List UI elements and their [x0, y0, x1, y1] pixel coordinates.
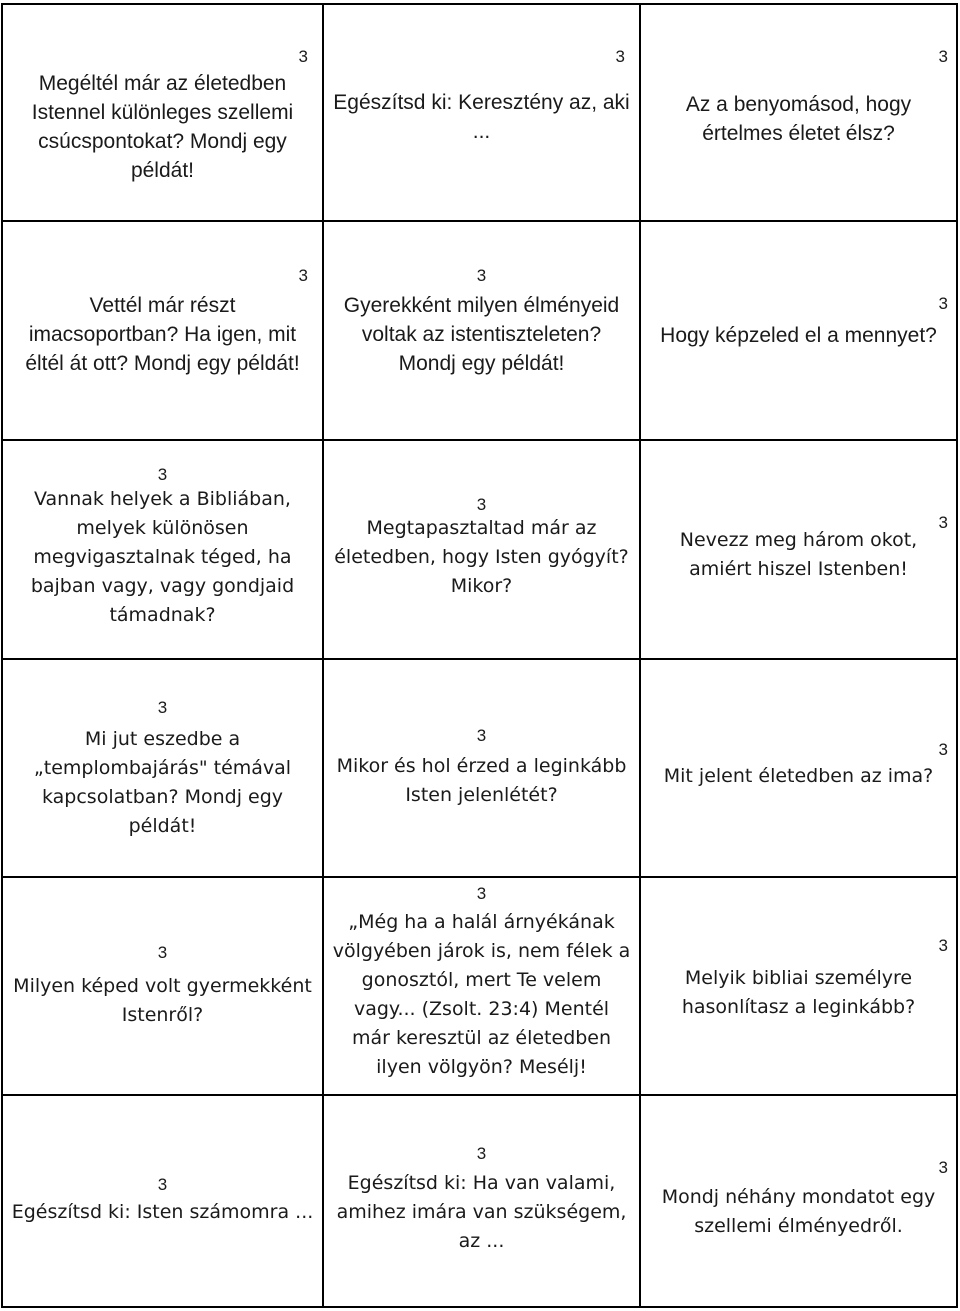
- card-number: 3: [476, 726, 487, 745]
- question-card: [641, 660, 956, 878]
- card-question: Mikor és hol érzed a leginkább Isten jelenlétét?: [336, 755, 627, 806]
- card-question: Egészítsd ki: Keresztény az, aki ...: [333, 90, 630, 143]
- card-question: Az a benyomásod, hogy értelmes életet élsz?: [685, 92, 912, 145]
- card-question: Mondj néhány mondatot egy szellemi élményedről.: [661, 1186, 936, 1237]
- card-number: 3: [298, 266, 308, 285]
- card-number: 3: [615, 47, 625, 66]
- card-number: 3: [157, 943, 168, 962]
- card-question: Egészítsd ki: Isten számomra ...: [11, 1200, 314, 1223]
- question-card: [324, 1096, 641, 1306]
- card-number: 3: [476, 1144, 487, 1163]
- question-card: [324, 441, 641, 660]
- question-card: [324, 5, 641, 222]
- card-question: „Még ha a halál árnyékának völgyében járok is, nem félek a gonosztól, mert Te velem vagy... (Zsolt. 23:4) Mentél már keresztül az életedben ilyen völgyön? Mesélj!: [332, 911, 631, 1078]
- card-question: Nevezz meg három okot, amiért hiszel Istenben!: [679, 528, 918, 580]
- card-question: Milyen képed volt gyermekként Istenről?: [13, 975, 312, 1026]
- card-number: 3: [476, 495, 487, 514]
- question-card: [641, 441, 956, 660]
- card-number: 3: [157, 465, 168, 484]
- question-card: [3, 660, 324, 878]
- card-number: 3: [938, 47, 948, 66]
- card-number: 3: [938, 294, 948, 313]
- card-question: Melyik bibliai személyre hasonlítasz a leginkább?: [681, 967, 916, 1018]
- card-number: 3: [157, 698, 168, 717]
- card-number: 3: [476, 266, 487, 285]
- card-number: 3: [938, 513, 948, 532]
- card-question: Mit jelent életedben az ima?: [663, 764, 934, 787]
- card-number: 3: [157, 1175, 168, 1194]
- card-question: Megtapasztaltad már az életedben, hogy Isten gyógyít? Mikor?: [334, 517, 629, 597]
- card-question: Hogy képzeled el a mennyet?: [660, 324, 937, 347]
- card-question: Mi jut eszedbe a „templombajárás" témával kapcsolatban? Mondj egy példát!: [33, 728, 292, 837]
- question-card: [3, 1096, 324, 1306]
- card-question: Vettél már részt imacsoportban? Ha igen, mit éltél át ott? Mondj egy példát!: [25, 294, 300, 375]
- question-card: [3, 5, 324, 222]
- card-number: 3: [938, 936, 948, 955]
- card-question: Vannak helyek a Bibliában, melyek különösen megvigasztalnak téged, ha bajban vagy, vagy gondjaid támadnak?: [30, 488, 295, 626]
- card-number: 3: [938, 1158, 948, 1177]
- question-card: [324, 660, 641, 878]
- card-number: 3: [476, 884, 487, 903]
- card-question: Megéltél már az életedben Istennel különleges szellemi csúcspontokat? Mondj egy példát!: [31, 71, 294, 182]
- question-card-grid: [1, 3, 958, 1308]
- question-card: [641, 1096, 956, 1306]
- question-card: [3, 441, 324, 660]
- card-number: 3: [298, 47, 308, 66]
- question-card: [3, 222, 324, 441]
- question-card: [641, 222, 956, 441]
- question-card: [641, 878, 956, 1096]
- question-card: [324, 878, 641, 1096]
- question-card: [641, 5, 956, 222]
- card-number: 3: [938, 740, 948, 759]
- card-question: Gyerekként milyen élményeid voltak az istentiszteleten? Mondj egy példát!: [343, 294, 620, 375]
- question-card: [3, 878, 324, 1096]
- card-question: Egészítsd ki: Ha van valami, amihez imára van szükségem, az ...: [336, 1171, 627, 1252]
- question-card: [324, 222, 641, 441]
